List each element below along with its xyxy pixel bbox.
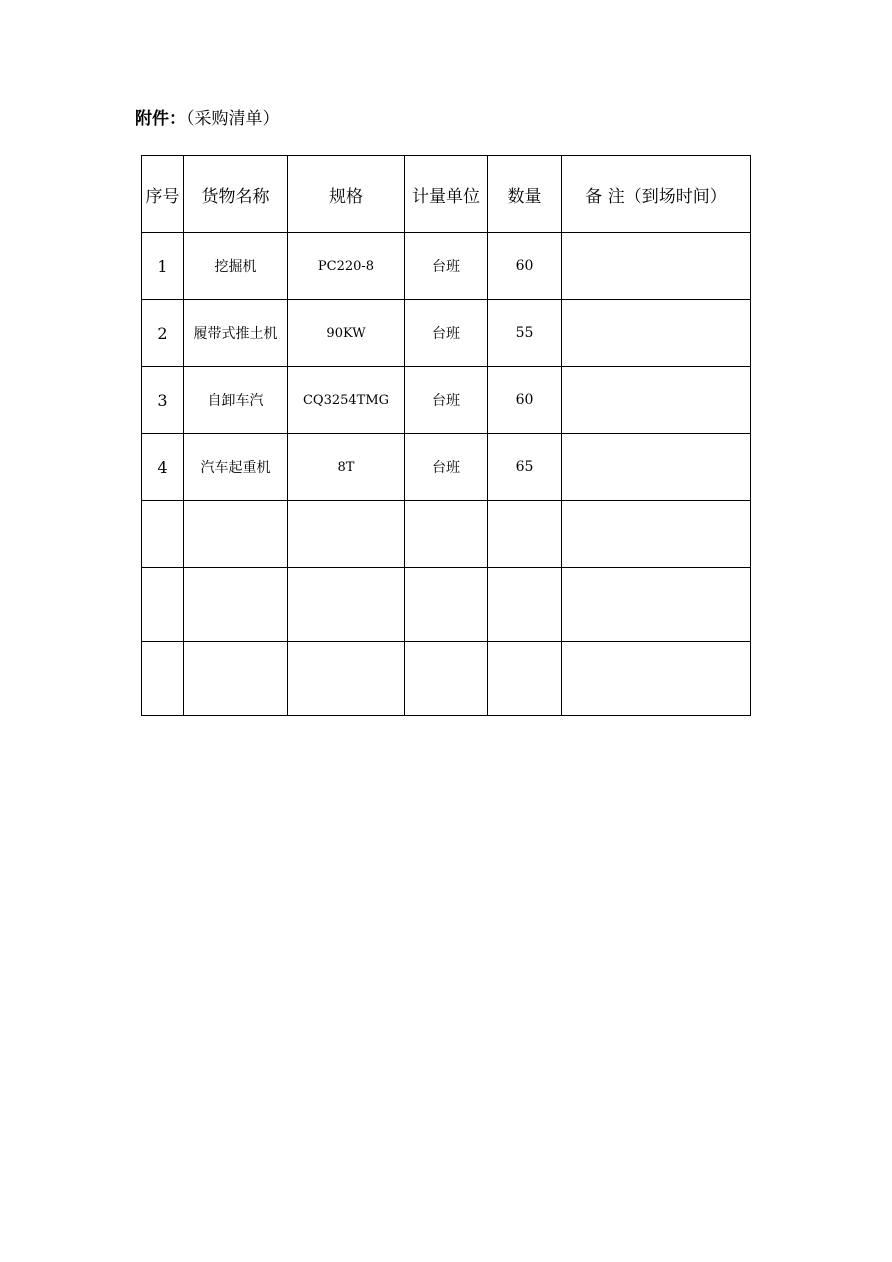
cell-remarks <box>562 434 751 501</box>
cell-quantity: 60 <box>488 233 562 300</box>
cell-goods-name: 挖掘机 <box>184 233 288 300</box>
cell-remarks <box>562 501 751 568</box>
cell-remarks <box>562 300 751 367</box>
table-row-empty <box>142 642 751 716</box>
table-row-empty <box>142 568 751 642</box>
table-row <box>142 300 751 367</box>
table-row-empty <box>142 501 751 568</box>
cell-seq: 1 <box>142 233 184 300</box>
cell-unit <box>405 501 488 568</box>
header-seq: 序号 <box>142 156 184 233</box>
cell-spec <box>288 501 405 568</box>
cell-spec: 90KW <box>288 300 405 367</box>
header-unit: 计量单位 <box>405 156 488 233</box>
cell-unit <box>405 568 488 642</box>
cell-quantity <box>488 501 562 568</box>
table-row <box>142 233 751 300</box>
cell-unit: 台班 <box>405 367 488 434</box>
cell-spec: CQ3254TMG <box>288 367 405 434</box>
table-row <box>142 434 751 501</box>
table-row <box>142 367 751 434</box>
cell-goods-name <box>184 568 288 642</box>
header-quantity: 数量 <box>488 156 562 233</box>
cell-goods-name <box>184 501 288 568</box>
cell-seq <box>142 568 184 642</box>
cell-unit: 台班 <box>405 300 488 367</box>
cell-unit: 台班 <box>405 233 488 300</box>
cell-spec: PC220-8 <box>288 233 405 300</box>
cell-quantity: 55 <box>488 300 562 367</box>
cell-quantity: 65 <box>488 434 562 501</box>
cell-remarks <box>562 233 751 300</box>
header-goods-name: 货物名称 <box>184 156 288 233</box>
purchase-list-table <box>141 155 751 716</box>
header-spec: 规格 <box>288 156 405 233</box>
attachment-note: （采购清单） <box>186 109 280 129</box>
cell-unit: 台班 <box>405 434 488 501</box>
cell-quantity <box>488 568 562 642</box>
cell-remarks <box>562 642 751 716</box>
attachment-label: 附件： <box>135 109 186 129</box>
cell-seq <box>142 501 184 568</box>
cell-spec <box>288 568 405 642</box>
cell-seq: 2 <box>142 300 184 367</box>
cell-goods-name: 履带式推土机 <box>184 300 288 367</box>
attachment-heading <box>135 108 280 130</box>
cell-quantity: 60 <box>488 367 562 434</box>
cell-seq: 4 <box>142 434 184 501</box>
cell-quantity <box>488 642 562 716</box>
cell-goods-name <box>184 642 288 716</box>
cell-seq: 3 <box>142 367 184 434</box>
cell-spec: 8T <box>288 434 405 501</box>
cell-seq <box>142 642 184 716</box>
cell-unit <box>405 642 488 716</box>
table-header-row <box>142 156 751 233</box>
cell-goods-name: 自卸车汽 <box>184 367 288 434</box>
cell-remarks <box>562 367 751 434</box>
cell-goods-name: 汽车起重机 <box>184 434 288 501</box>
cell-remarks <box>562 568 751 642</box>
cell-spec <box>288 642 405 716</box>
header-remarks: 备 注（到场时间） <box>562 156 751 233</box>
